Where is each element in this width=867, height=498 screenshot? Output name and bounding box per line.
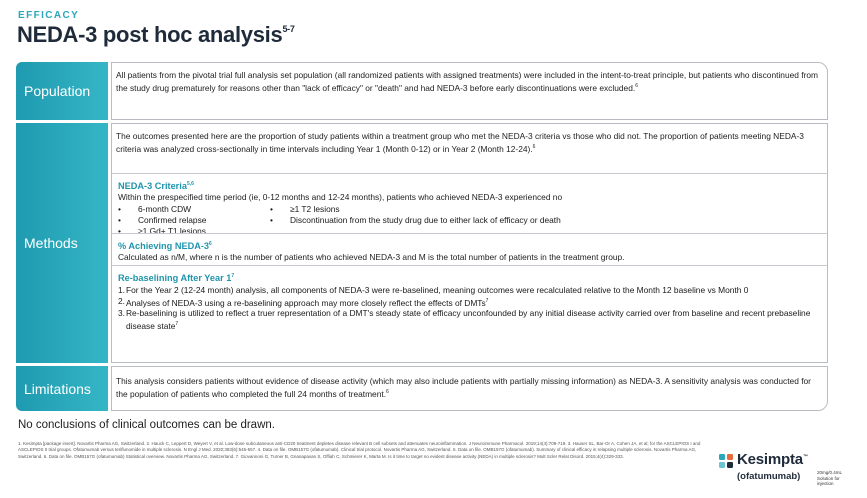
population-panel [111,62,828,120]
criteria-item-text: ≥1 T2 lesions [290,203,340,214]
list-item-text [126,285,816,296]
rebaselining-heading-ref: 7 [231,273,235,279]
criteria-item-text: ≥1 Gd+ T1 lesions [138,225,206,236]
list-number: 1. [118,285,125,296]
methods-intro-ref: 6 [532,143,536,150]
rebaselining-heading [118,271,827,284]
bullet-icon: • [118,203,121,214]
methods-intro: The outcomes presented here are the proportion of study patients within a treatment group who met the NEDA-3 criteria vs those who did not. The proportion of patients meeting NEDA-3 criteria was analyzed cross-sectionally in time intervals including Year 1 (Month 0-12) or in Year 2 (Month 12-24). [116,131,804,154]
list-item [118,204,206,215]
limitations-text-block [116,376,821,399]
page-title [17,22,295,48]
rebaselining-section [112,265,827,363]
list-item [270,215,561,226]
brand-generic: (ofatumumab) [737,471,801,482]
neda-criteria-section [112,173,827,236]
brand-trademark: ™ [802,454,808,460]
brand-name: Kesimpta [737,451,803,468]
achieving-neda-section [112,233,827,265]
rebaselining-heading-text: Re-baselining After Year 1 [118,273,232,284]
criteria-column-2 [270,204,561,226]
neda-criteria-heading [118,179,827,192]
list-item-text [126,308,816,331]
neda-criteria-lead: Within the prespecified time period (ie, 0-12 months and 12-24 months), patients who achieved NEDA-3 experienced no [118,192,563,203]
methods-label: Methods [16,123,108,363]
achieving-neda-heading-text: % Achieving NEDA-3 [118,241,210,252]
brand-dose: 20mg/0.4mL Solution for injection [817,470,842,487]
bullet-icon: • [270,214,273,225]
bullet-icon: • [118,214,121,225]
kesimpta-logo-icon [718,453,734,469]
rebaselining-list [118,285,827,331]
rebaselining-item-ref: 7 [175,320,179,327]
limitations-label: Limitations [16,366,108,411]
page-title-refs: 5-7 [282,23,295,34]
achieving-neda-heading [118,239,827,252]
limitations-panel [111,366,828,411]
criteria-item-text: Discontinuation from the study drug due to either lack of efficacy or death [290,214,561,225]
list-item-text [126,296,816,308]
list-number: 3. [118,308,125,319]
population-text-block [116,70,821,93]
list-item [270,204,561,215]
brand-logo [718,449,858,493]
achieving-neda-text: Calculated as n/M, where n is the number of patients who achieved NEDA-3 and M is the total number of patients in the treatment group. [118,252,625,263]
limitations-text: This analysis considers patients without evidence of disease activity (which may also include patients with partially missing information) as NEDA-3. A sensitivity analysis was conducted for the population of patients who completed the full 24 months of treatment. [116,376,811,399]
list-item [118,215,206,226]
rebaselining-item-text: For the Year 2 (12-24 month) analysis, all components of NEDA-3 were re-baselined, meaning outcomes were recalculated relative to the Month 12 baseline vs Month 0 [126,285,749,296]
rebaselining-item-text: Re-baselining is utilized to reflect a truer representation of a DMT's steady state of efficacy unconfounded by any initial disease activity carried over from baseline and recent prebaseline disease state [126,308,811,331]
list-item [118,296,827,308]
population-text: All patients from the pivotal trial full analysis set population (all randomized patients with assigned treatments) were included in the intent-to-treat principle, but patients who discontinued from the study drug prematurely for reasons other than "lack of efficacy" or "death" and had NEDA-3 before early discontinuations were excluded. [116,70,819,93]
bullet-icon: • [118,225,121,236]
methods-intro-block [116,131,821,154]
references-footnote: 1. Kesimpta [package insert]. Novartis Pharma AG, Switzerland. 2. Hauck C, Leppert D, Weyert V, et al. Low-dose subcutaneous anti-CD20 treatment depletes disease relevant B cell subsets and attenuates neuroinflammation. J Neuroimmune Pharmacol. 2019;14(4):709-719. 3. Hauser SL, Bar-Or A, Cohen JA, et al; for the ASCLEPIOS I and ASCLEPIOS II trial groups. Ofatumumab versus teriflunomide in multiple sclerosis. N Engl J Med. 2020;383(6):546-557. 4. Data on file. OMB157G (ofatumumab). Clinical trial protocol. Novartis Pharma AG, Switzerland. 5. Data on file. OMB157G (ofatumumab). Summary of clinical efficacy in relapsing multiple sclerosis. Novartis Pharma AG, Switzerland. 6. Data on file. OMB157G (ofatumumab) Statistical overview. Novartis Pharma AG, Switzerland. 7. Giovannoni G, Turner B, Gnanapavan S, Offiah C, Schmierer K, Marta M. Is it time to target no evident disease activity (NEDA) in multiple sclerosis? Mult Scler Relat Disord. 2015;4(4):329-333. [18,441,701,459]
analysis-table [16,62,828,411]
rebaselining-item-text: Analyses of NEDA-3 using a re-baselining approach may more closely reflect the effects of DMTs [126,297,486,308]
conclusion-statement: No conclusions of clinical outcomes can be drawn. [18,419,275,431]
page-title-text: NEDA-3 post hoc analysis [17,22,283,47]
criteria-item-text: Confirmed relapse [138,214,207,225]
criteria-column-1 [118,204,206,237]
population-ref: 6 [635,82,638,89]
population-label: Population [16,62,108,120]
list-item [118,285,827,296]
rebaselining-item-ref: 7 [485,297,489,304]
list-item [118,308,827,331]
brand-name-block [737,451,808,468]
neda-criteria-heading-text: NEDA-3 Criteria [118,181,187,192]
list-number: 2. [118,295,125,306]
criteria-item-text: 6-month CDW [138,203,192,214]
section-eyebrow: EFFICACY [18,10,80,21]
methods-panel [111,123,828,363]
neda-criteria-heading-ref: 5,6 [186,181,194,187]
limitations-ref: 6 [386,388,389,395]
bullet-icon: • [270,203,273,214]
achieving-neda-heading-ref: 6 [209,241,212,247]
